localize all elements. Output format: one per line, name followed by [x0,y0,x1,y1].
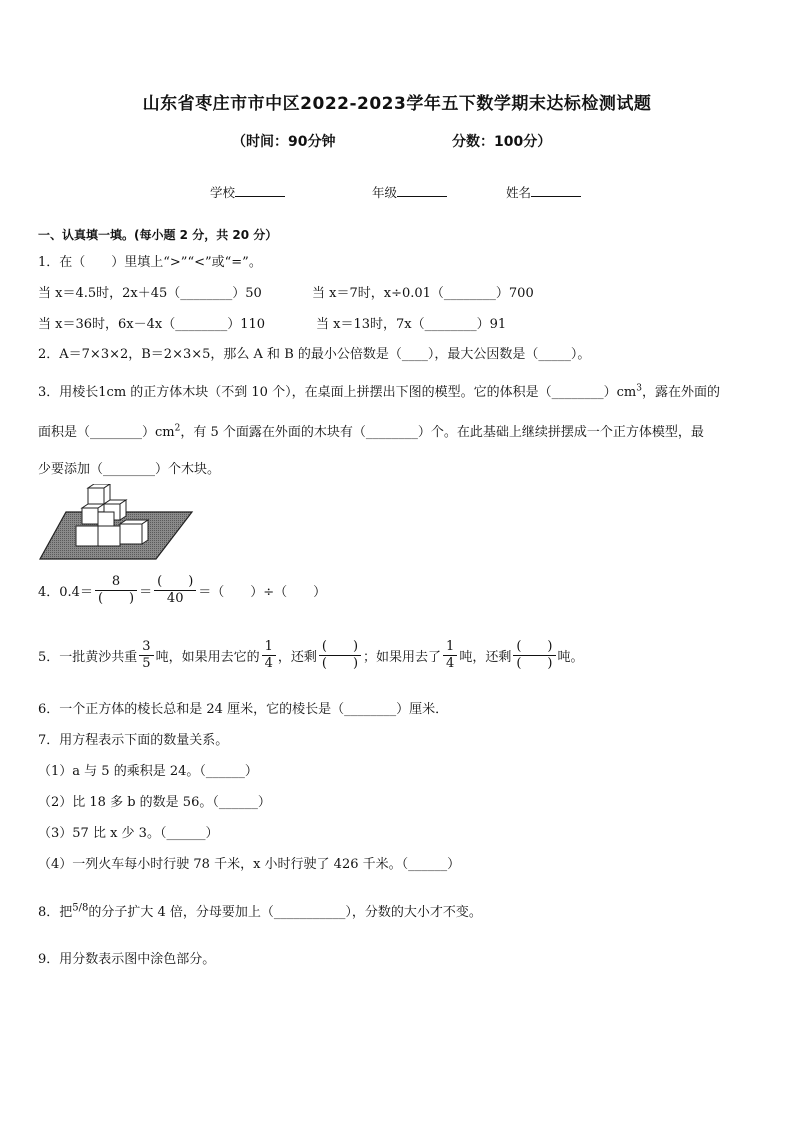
q3-line2-text: 面积是（________）cm [38,425,175,440]
q5-a2-den[interactable]: ( ) [516,656,553,671]
q4-fraction-2 [154,574,196,607]
q3-line3: 少要添加（________）个木块。 [38,462,221,477]
q4-f1-denominator[interactable]: ( ) [97,591,135,606]
q1-stem: 1．在（ ）里填上“>”“<”或“=”。 [38,255,262,270]
q4-equals: ＝ [139,585,153,600]
q5 [38,639,584,672]
q3-line2-tail: ，有 5 个面露在外面的木块有（________）个。在此基础上继续拼摆成一个正方体模型，最 [180,425,704,440]
q5-text-2: 吨，如果用去它的 [155,650,260,665]
q5-f2-den: 4 [264,656,273,671]
q3-line1-text: 3．用棱长1cm 的正方体木块（不到 10 个），在桌面上拼摆出下图的模型。它的体积是（________）cm [38,385,637,400]
q5-fraction-tons [443,639,457,672]
q4 [38,574,326,607]
name-label: 姓名 [506,185,532,200]
cube-model-figure [38,484,198,562]
q7-s1: （1）a 与 5 的乘积是 24。（______） [38,764,258,779]
q4-f1-numerator: 8 [95,574,137,591]
q4-fraction-1 [95,574,137,607]
q5-f2-num: 1 [262,639,276,656]
school-field [210,183,285,201]
q3-unit-exp2: 2 [174,423,181,434]
grade-blank[interactable] [397,184,447,197]
q5-text-6: 吨。 [557,650,584,665]
q5-text-3: ，还剩 [277,650,317,665]
school-blank[interactable] [235,184,285,197]
q5-a2-num[interactable]: ( ) [513,639,555,656]
q4-suffix: ＝（ ）÷（ ） [198,585,327,600]
q7-s2: （2）比 18 多 b 的数是 56。（______） [38,795,271,810]
q8-text-1: 8．把 [38,905,73,920]
q8-fraction: 5/8 [72,902,89,914]
q4-f2-denominator: 40 [166,591,184,606]
exam-score: 分数：100分） [452,134,552,150]
q5-text-4: ；如果用去了 [363,650,442,665]
q4-f2-numerator[interactable]: ( ) [154,574,196,591]
q3-unit-exp: 3 [636,383,642,394]
q5-a1-den[interactable]: ( ) [321,656,359,671]
q4-prefix: 4．0.4＝ [38,585,93,600]
q8 [38,901,482,920]
section-heading: 一、认真填一填。(每小题 2 分，共 20 分） [38,228,278,242]
school-label: 学校 [210,185,236,200]
q1-d: 当 x＝13时，7x（________）91 [316,317,507,332]
q5-f1-num: 3 [139,639,153,656]
q3-line1 [38,381,720,400]
q6: 6．一个正方体的棱长总和是 24 厘米，它的棱长是（________）厘米． [38,702,449,717]
q2: 2．A＝7×3×2，B＝2×3×5，那么 A 和 B 的最小公倍数是（____），最大公因数是（_____）。 [38,347,591,362]
q5-answer-2[interactable] [513,639,555,672]
grade-field [372,183,447,201]
exam-time: （时间：90分钟 [232,134,336,150]
q5-text-1: 5．一批黄沙共重 [38,650,138,665]
cube-top [88,488,104,504]
q5-f1-den: 5 [142,656,151,671]
q5-f4-den: 4 [446,656,455,671]
q1-b: 当 x＝7时，x÷0.01（________）700 [312,286,534,301]
q5-text-5: 吨，还剩 [459,650,512,665]
q7-s4: （4）一列火车每小时行驶 78 千米，x 小时行驶了 426 千米。（______） [38,857,461,872]
q1-a: 当 x＝4.5时，2x＋45（________）50 [38,286,262,301]
q1-c: 当 x＝36时，6x－4x（________）110 [38,317,266,332]
q7-stem: 7．用方程表示下面的数量关系。 [38,733,229,748]
q3-line1-tail: ，露在外面的 [641,385,720,400]
q5-a1-num[interactable]: ( ) [319,639,361,656]
name-blank[interactable] [531,184,581,197]
q9: 9．用分数表示图中涂色部分。 [38,952,216,967]
q3-line2 [38,421,704,440]
q5-fraction-used [262,639,276,672]
q7-s3: （3）57 比 x 少 3。（______） [38,826,219,841]
grade-label: 年级 [372,185,398,200]
page-title: 山东省枣庄市市中区2022-2023学年五下数学期末达标检测试题 [142,94,652,114]
q8-text-2: 的分子扩大 4 倍，分母要加上（___________），分数的大小才不变。 [88,905,482,920]
name-field [506,183,581,201]
q5-fraction-total [139,639,153,672]
q5-answer-1[interactable] [319,639,361,672]
q5-f4-num: 1 [443,639,457,656]
